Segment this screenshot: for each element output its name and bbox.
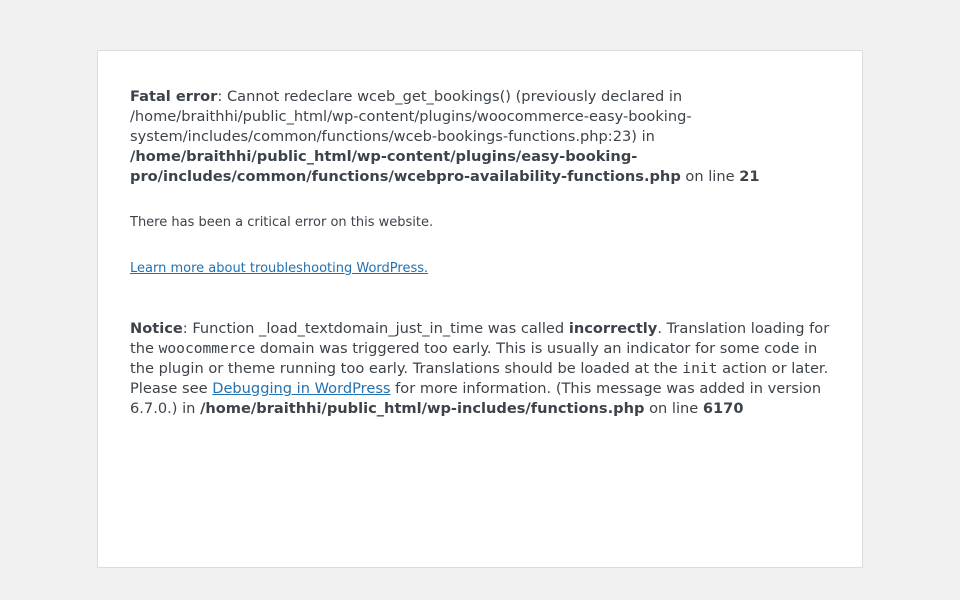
error-page-container [97,50,863,568]
notice-path: /home/braithhi/public_html/wp-includes/functions.php [200,400,645,417]
notice-incorrectly: incorrectly [568,320,658,337]
learn-more-link[interactable]: Learn more about troubleshooting WordPress. [130,261,429,276]
notice-label: Notice [130,320,183,337]
notice-text-3: domain was triggered too early. This is usually an indicator for some code in the plugin or theme running too early. Translations should be loaded at the [130,340,818,377]
notice-code-woocommerce: woocommerce [158,340,256,357]
notice-code-init: init [682,360,718,377]
fatal-error-text: : Cannot redeclare wceb_get_bookings() (previously declared in /home/braithhi/public_html/wp-content/plugins/woocommerce-easy-booking-system/includes/common/functions/wceb-bookings-functions.php:23) in [130,88,692,145]
fatal-error-label: Fatal error [130,88,218,105]
debugging-link[interactable]: Debugging in WordPress [212,380,391,397]
fatal-error-online: on line [680,168,740,185]
critical-error-message: There has been a critical error on this website. [130,215,434,230]
notice-message [130,319,830,419]
fatal-error-line: 21 [739,168,760,185]
learn-more-paragraph [130,259,830,279]
notice-text-1: : Function _load_textdomain_just_in_time was called [182,320,569,337]
notice-text-5: for more information. (This message was added in version 6.7.0.) in [130,380,822,417]
fatal-error-message [130,87,830,187]
notice-text-2: . Translation loading for the [130,320,830,357]
notice-text-4: action or later. Please see [130,360,829,397]
notice-line: 6170 [702,400,744,417]
fatal-error-path: /home/braithhi/public_html/wp-content/plugins/easy-booking-pro/includes/common/functions/wcebpro-availability-functions.php [130,148,681,185]
notice-online: on line [644,400,703,417]
